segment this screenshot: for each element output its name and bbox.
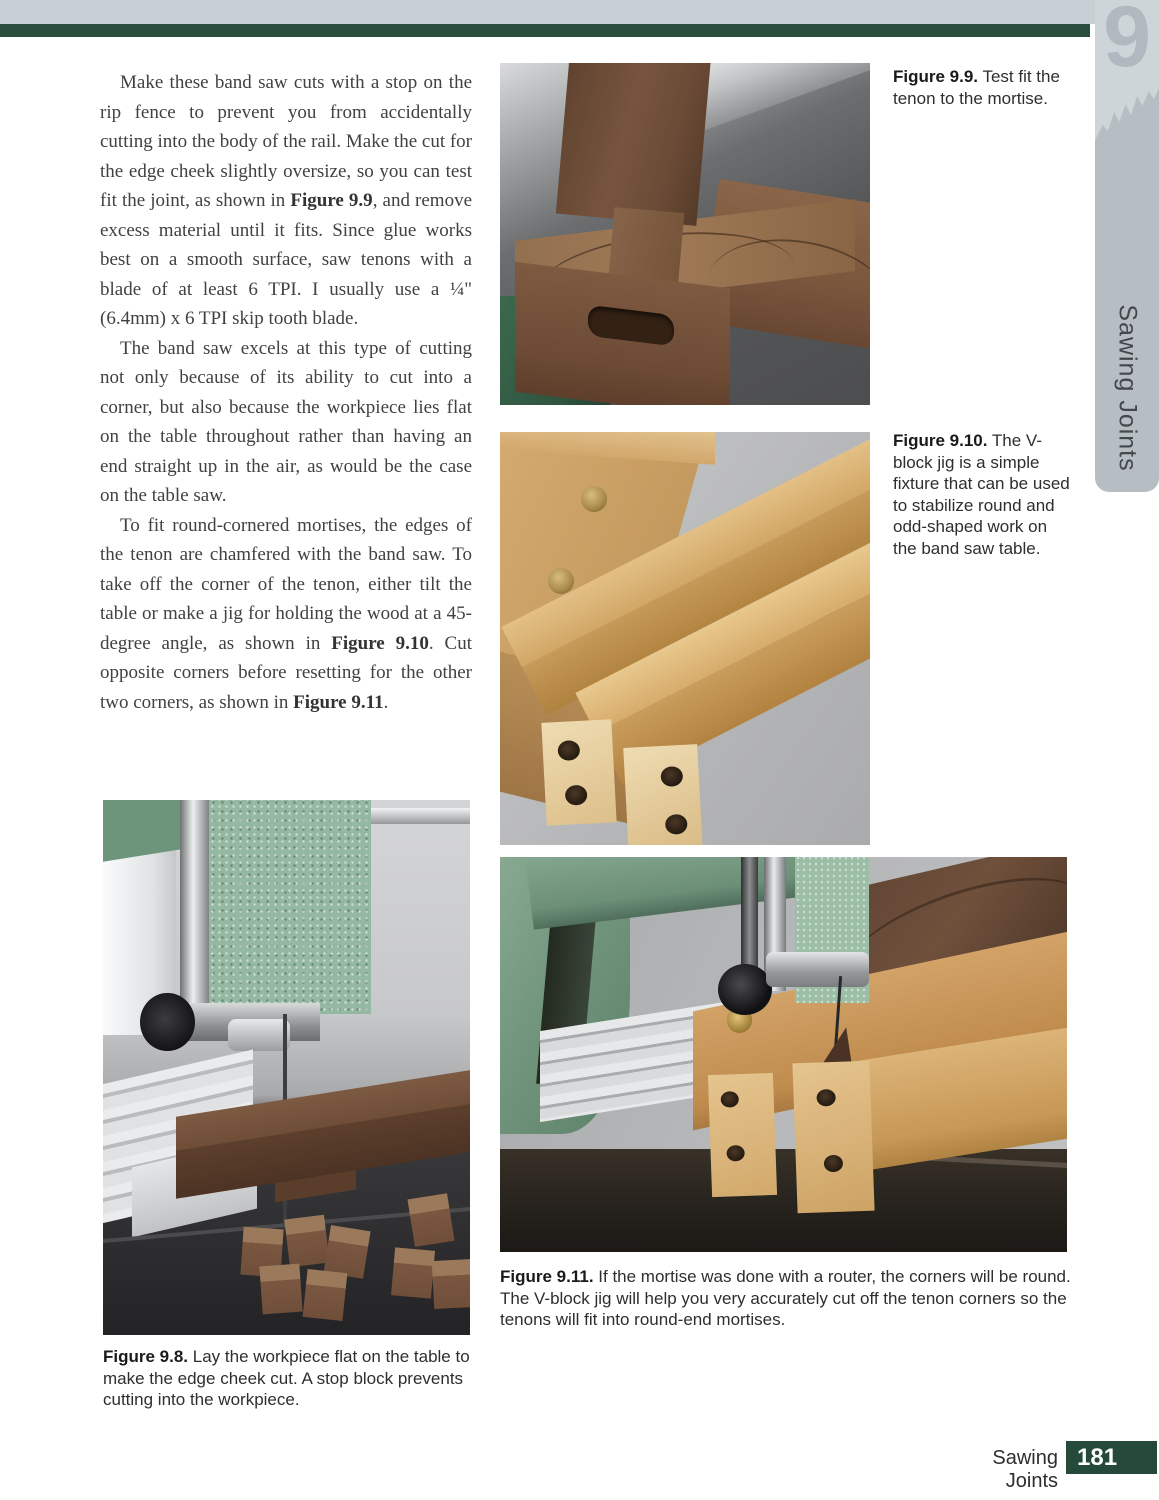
green-blade-guard [209, 800, 370, 1014]
screw-hole [726, 1145, 745, 1162]
figure-9-11-caption [500, 1266, 1072, 1331]
chapter-tab [1095, 0, 1159, 492]
figure-label: Figure 9.10. [893, 431, 988, 450]
page-number: 181 [1077, 1444, 1118, 1471]
silver-guide-hardware [766, 952, 868, 988]
v-rail-end-face [542, 719, 618, 826]
body-paragraph: Make these band saw cuts with a stop on the rip fence to prevent you from accidentally cutting into the body of the rail. Make the cut for the edge cheek slightly oversize, so you can test fit the joint, as shown in Figure 9.9, and remove excess material until it fits. Since glue works best on a smooth surface, saw tenons with a blade of at least 6 TPI. I usually use a ¼" (6.4mm) x 6 TPI skip tooth blade. [100, 72, 472, 329]
figure-caption-text: If the mortise was done with a router, the corners will be round. The V-block jig will help you very accurately cut off the tenon corners so the tenons will fit into round-end mortises. [500, 1267, 1071, 1329]
footer-section-label: Sawing Joints [992, 1447, 1058, 1492]
screw-hole [665, 813, 688, 834]
mortise-block-front-face [515, 262, 730, 405]
jig-end-block [792, 1061, 874, 1214]
walnut-offcut-block [259, 1264, 303, 1315]
walnut-offcut-block [432, 1259, 470, 1309]
figure-label: Figure 9.11. [500, 1267, 594, 1286]
header-rule [0, 24, 1090, 37]
screw-hole [660, 766, 683, 787]
figure-caption-text: The V-block jig is a simple fixture that can be used to stabilize round and odd-shaped work on the band saw table. [893, 431, 1070, 558]
dark-guide-rod [741, 857, 758, 976]
brass-screw [581, 486, 607, 512]
walnut-rail-vertical [556, 63, 711, 226]
chapter-number: 9 [1103, 0, 1151, 85]
walnut-offcut-block [284, 1215, 330, 1268]
body-text-column [100, 68, 472, 717]
figure-label: Figure 9.9. [893, 67, 979, 86]
black-knob [718, 964, 772, 1015]
silver-bolt [228, 1019, 290, 1051]
figure-9-9-photo [500, 63, 870, 405]
chrome-guide-post [180, 800, 209, 1025]
v-rail-end-face [623, 744, 703, 845]
figure-9-11-photo [500, 857, 1067, 1252]
figure-caption-text: Lay the workpiece flat on the table to make the edge cheek cut. A stop block prevents cutting into the workpiece. [103, 1347, 470, 1409]
walnut-offcut-block [391, 1248, 435, 1299]
figure-9-8-photo [103, 800, 470, 1335]
page-top-strip [0, 0, 1159, 24]
figure-9-9-caption [893, 66, 1065, 109]
screw-hole [823, 1155, 843, 1173]
walnut-offcut-block [408, 1193, 455, 1247]
figure-9-8-caption [103, 1346, 485, 1411]
screw-hole [565, 785, 588, 806]
dark-saw-table [500, 1149, 1067, 1252]
jig-end-block [708, 1073, 777, 1198]
screw-hole [816, 1089, 836, 1107]
page-number-badge [1066, 1441, 1157, 1474]
body-paragraph: To fit round-cornered mortises, the edges of the tenon are chamfered with the band saw. To take off the corner of the tenon, either tilt the table or make a jig for holding the wood at a 45-degree angle, as shown in Figure 9.10. Cut opposite corners before resetting for the other two corners, as shown in Figure 9.11. [100, 514, 473, 713]
figure-9-10-caption [893, 430, 1075, 559]
chapter-title-vertical: Sawing Joints [1113, 304, 1142, 472]
walnut-offcut-block [302, 1269, 347, 1321]
figure-label: Figure 9.8. [103, 1347, 189, 1366]
black-washer-stack [140, 993, 195, 1052]
figure-caption-text: Test fit the tenon to the mortise. [893, 67, 1060, 108]
screw-hole [558, 740, 581, 761]
mortise-slot [588, 305, 674, 347]
body-paragraph: The band saw excels at this type of cutting not only because of its ability to cut into a corner, but also because the workpiece lies flat on the table throughout rather than having an end straight up in the air, as would be the case on the table saw. [100, 337, 472, 506]
screw-hole [720, 1092, 739, 1109]
figure-9-10-photo [500, 432, 870, 845]
